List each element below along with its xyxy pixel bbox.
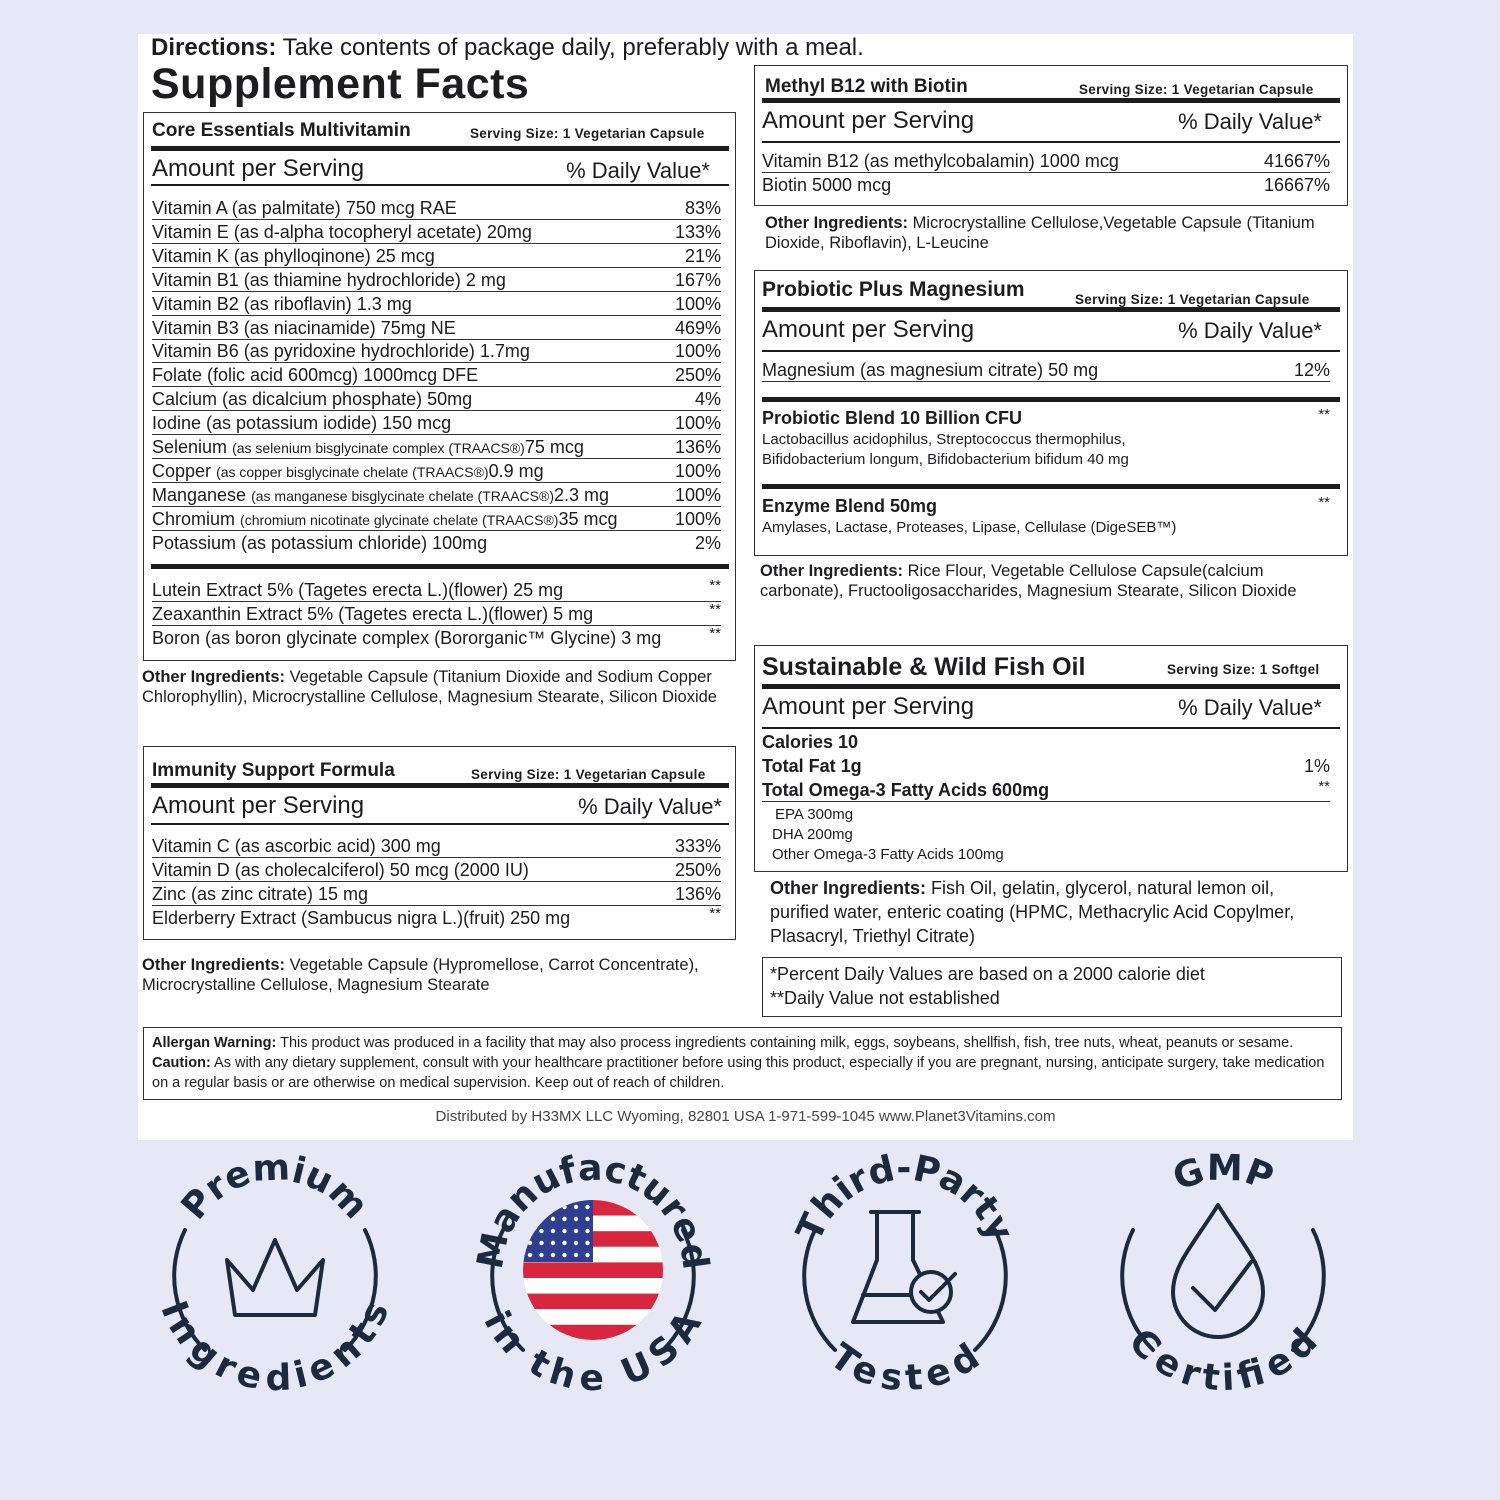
b12-dv-header: % Daily Value* bbox=[1178, 109, 1322, 134]
nutrient-name: Selenium bbox=[152, 437, 228, 457]
fish-omega-dv: ** bbox=[1318, 778, 1330, 795]
probiotic-header-rule bbox=[762, 350, 1340, 352]
footnote-line2: **Daily Value not established bbox=[770, 988, 1000, 1008]
drop-check bbox=[1193, 1262, 1251, 1310]
fish-fat: Total Fat 1g bbox=[762, 756, 862, 776]
flag-star bbox=[574, 1217, 578, 1221]
flag-star bbox=[562, 1229, 566, 1233]
core-header-rule bbox=[151, 184, 729, 186]
table-row-label: Potassium (as potassium chloride) 100mg bbox=[152, 532, 488, 553]
nutrient-name: Chromium bbox=[152, 508, 236, 529]
fish-rule bbox=[762, 684, 1340, 689]
immunity-amount-header: Amount per Serving bbox=[152, 792, 365, 819]
flag-star bbox=[585, 1241, 589, 1245]
table-row-dv: 100% bbox=[674, 341, 721, 362]
badge-top-textpath: GMP bbox=[1167, 1147, 1279, 1199]
table-row-dv: 16667% bbox=[1263, 175, 1330, 195]
probiotic-title: Probiotic Plus Magnesium bbox=[762, 278, 1025, 301]
core-rule bbox=[151, 146, 729, 151]
fish-dha: DHA 200mg bbox=[772, 826, 853, 843]
probiotic-blend-line1: Lactobacillus acidophilus, Streptococcus thermophilus, bbox=[762, 431, 1126, 448]
flag-star bbox=[551, 1253, 555, 1257]
table-row-dv: 100% bbox=[674, 484, 721, 505]
nutrient-detail: (as selenium bisglycinate complex (TRAACS®) bbox=[232, 440, 525, 456]
fish-epa: EPA 300mg bbox=[775, 806, 854, 823]
enzyme-line: Amylases, Lactase, Proteases, Lipase, Cellulase (DigeSEB™) bbox=[762, 519, 1177, 536]
fish-dv-header: % Daily Value* bbox=[1178, 695, 1322, 720]
nutrient-amount: 0.9 mg bbox=[488, 460, 544, 481]
table-row-label bbox=[152, 509, 721, 531]
probiotic-blend-rule bbox=[762, 397, 1340, 402]
fish-serving: Serving Size: 1 Softgel bbox=[1167, 662, 1320, 677]
core-other-ingredients: Other Ingredients: Vegetable Capsule (Titanium Dioxide and Sodium Copper Chlorophyllin), Microcrystalline Cellulose, Magnesium Stearate, Silicon Dioxide bbox=[142, 668, 717, 706]
enzyme-title: Enzyme Blend 50mg bbox=[762, 496, 938, 516]
table-row-dv: 250% bbox=[674, 365, 721, 386]
flag-star bbox=[585, 1217, 589, 1221]
probiotic-amount-header: Amount per Serving bbox=[762, 316, 975, 343]
fish-fat-dv: 1% bbox=[1303, 756, 1330, 776]
table-row-label: Vitamin B3 (as niacinamide) 75mg NE bbox=[152, 318, 721, 340]
core-extra-rule bbox=[151, 564, 729, 569]
immunity-other-ingredients: Other Ingredients: Vegetable Capsule (Hypromellose, Carrot Concentrate), Microcrystalline Cellulose, Magnesium Stearate bbox=[142, 956, 699, 994]
magnesium-dv: 12% bbox=[1293, 360, 1330, 380]
table-row-dv: 21% bbox=[684, 245, 721, 266]
table-row-label: Elderberry Extract (Sambucus nigra L.)(fruit) 250 mg bbox=[152, 908, 571, 928]
flag-star bbox=[574, 1241, 578, 1245]
table-row-dv: 83% bbox=[684, 198, 721, 218]
table-row-dv: 136% bbox=[674, 437, 721, 457]
distributor-line: Distributed by H33MX LLC Wyoming, 82801 USA 1-971-599-1045 www.Planet3Vitamins.com bbox=[435, 1108, 1056, 1125]
table-row-dv: 100% bbox=[674, 293, 721, 314]
probiotic-dv-header: % Daily Value* bbox=[1178, 318, 1322, 343]
nutrient-detail: (as copper bisglycinate chelate (TRAACS®) bbox=[216, 463, 489, 480]
table-row-label: Iodine (as potassium iodide) 150 mcg bbox=[152, 413, 721, 435]
flag-star bbox=[528, 1241, 532, 1245]
badge-bottom-text bbox=[1121, 1321, 1326, 1399]
probiotic-blend-dv: ** bbox=[1318, 406, 1330, 423]
table-row-label bbox=[152, 485, 721, 507]
fish-title: Sustainable & Wild Fish Oil bbox=[762, 653, 1086, 681]
immunity-title: Immunity Support Formula bbox=[152, 760, 395, 781]
badge bbox=[789, 1148, 1021, 1399]
flag-star bbox=[551, 1241, 555, 1245]
core-amount-header: Amount per Serving bbox=[152, 155, 365, 182]
probiotic-serving: Serving Size: 1 Vegetarian Capsule bbox=[1075, 292, 1310, 307]
badges bbox=[0, 1140, 1500, 1500]
table-row-dv: 136% bbox=[674, 884, 721, 904]
footnote-line1: *Percent Daily Values are based on a 2000 calorie diet bbox=[770, 964, 1205, 984]
fish-omega: Total Omega-3 Fatty Acids 600mg bbox=[762, 780, 1330, 802]
table-row-dv: 469% bbox=[674, 317, 721, 338]
fish-other-omega: Other Omega-3 Fatty Acids 100mg bbox=[772, 846, 1004, 863]
nutrient-detail: (chromium nicotinate glycinate chelate (TRAACS®) bbox=[240, 511, 559, 528]
page-title: Supplement Facts bbox=[151, 60, 530, 108]
core-serving: Serving Size: 1 Vegetarian Capsule bbox=[470, 126, 705, 141]
flag-stripe bbox=[523, 1262, 663, 1278]
badge-top-text bbox=[789, 1148, 1021, 1247]
warning-text: Allergan Warning: This product was produced in a facility that may also process ingredients containing milk, eggs, soybeans, shellfish, fish, tree nuts, wheat, peanuts or sesame. Caution: As with any dietary supplement, consult with your healthcare practitioner before using this product, especially if you are pregnant, nursing, anticipate surgery, take medication on a regular basis or are otherwise on medical supervision. Keep out of reach of children. bbox=[152, 1035, 1325, 1091]
table-row-dv: ** bbox=[709, 601, 721, 618]
flag-star bbox=[574, 1229, 578, 1233]
badge-top-text bbox=[174, 1147, 376, 1227]
flag-star bbox=[539, 1253, 543, 1257]
flask-check-icon bbox=[853, 1212, 955, 1322]
flag-star bbox=[562, 1217, 566, 1221]
table-row-label: Vitamin B12 (as methylcobalamin) 1000 mcg bbox=[762, 151, 1330, 173]
table-row-label: Vitamin B1 (as thiamine hydrochloride) 2 mg bbox=[152, 270, 721, 292]
b12-serving: Serving Size: 1 Vegetarian Capsule bbox=[1079, 82, 1314, 97]
badge-bottom-textpath: Tested bbox=[822, 1336, 987, 1400]
flag-star bbox=[551, 1229, 555, 1233]
flag-star bbox=[539, 1241, 543, 1245]
directions: Directions: Take contents of package daily, preferably with a meal. bbox=[151, 34, 864, 61]
core-dv-header: % Daily Value* bbox=[566, 158, 710, 183]
flag-stripe bbox=[523, 1309, 663, 1325]
immunity-serving: Serving Size: 1 Vegetarian Capsule bbox=[471, 767, 706, 782]
immunity-header-rule bbox=[151, 823, 729, 825]
table-row-dv: 41667% bbox=[1263, 151, 1330, 171]
crown-icon bbox=[227, 1240, 323, 1315]
table-row-dv: 100% bbox=[674, 413, 721, 434]
table-row-dv: ** bbox=[709, 625, 721, 642]
badge-bottom-textpath: Ingredients bbox=[152, 1295, 398, 1400]
badge bbox=[152, 1147, 397, 1399]
fish-header-rule bbox=[762, 727, 1340, 729]
nutrient-name: Copper bbox=[152, 460, 212, 481]
table-row-label: Vitamin B2 (as riboflavin) 1.3 mg bbox=[152, 294, 721, 316]
nutrient-detail: (as manganese bisglycinate chelate (TRAACS®) bbox=[251, 487, 554, 504]
flag-star bbox=[539, 1217, 543, 1221]
badge-top-textpath: Premium bbox=[173, 1147, 376, 1228]
core-title: Core Essentials Multivitamin bbox=[152, 120, 411, 141]
flag-star bbox=[562, 1205, 566, 1209]
magnesium-row: Magnesium (as magnesium citrate) 50 mg bbox=[762, 360, 1330, 382]
flag-star bbox=[551, 1217, 555, 1221]
table-row-label: Vitamin E (as d-alpha tocopheryl acetate) 20mg bbox=[152, 222, 721, 244]
table-row-label: Calcium (as dicalcium phosphate) 50mg bbox=[152, 389, 721, 411]
table-row-dv: 167% bbox=[674, 269, 721, 290]
flag-star bbox=[585, 1205, 589, 1209]
nutrient-amount: 35 mcg bbox=[558, 508, 618, 529]
table-row-label: Vitamin D (as cholecalciferol) 50 mcg (2000 IU) bbox=[152, 860, 721, 882]
table-row-label: Vitamin C (as ascorbic acid) 300 mg bbox=[152, 836, 721, 858]
flag-star bbox=[551, 1205, 555, 1209]
badge bbox=[1121, 1148, 1326, 1399]
b12-header-rule bbox=[762, 141, 1340, 143]
table-row-label: Vitamin A (as palmitate) 750 mcg RAE bbox=[152, 198, 721, 220]
table-row-dv: 4% bbox=[694, 389, 721, 410]
flag-body bbox=[523, 1200, 663, 1340]
table-row-label: Lutein Extract 5% (Tagetes erecta L.)(flower) 25 mg bbox=[152, 580, 721, 602]
table-row-dv: 133% bbox=[674, 221, 721, 242]
flag-star bbox=[585, 1253, 589, 1257]
immunity-dv-header: % Daily Value* bbox=[578, 794, 722, 819]
table-row-dv: ** bbox=[709, 905, 721, 922]
probiotic-other-ingredients: Other Ingredients: Rice Flour, Vegetable Cellulose Capsule(calcium carbonate), Fructooligosaccharides, Magnesium Stearate, Silicon Dioxide bbox=[760, 562, 1297, 600]
table-row-label: Vitamin B6 (as pyridoxine hydrochloride) 1.7mg bbox=[152, 341, 721, 363]
table-row-label: Folate (folic acid 600mcg) 1000mcg DFE bbox=[152, 365, 721, 387]
table-row-label: Biotin 5000 mcg bbox=[762, 175, 892, 195]
flag-star bbox=[574, 1205, 578, 1209]
drop-outline bbox=[1173, 1205, 1263, 1337]
flag-star bbox=[562, 1241, 566, 1245]
flag-star bbox=[585, 1229, 589, 1233]
nutrient-name: Manganese bbox=[152, 484, 247, 505]
table-row-label: Zeaxanthin Extract 5% (Tagetes erecta L.)(flower) 5 mg bbox=[152, 604, 721, 626]
flag-stripe bbox=[523, 1294, 663, 1310]
badge-top-path bbox=[1133, 1180, 1313, 1270]
table-row-label bbox=[152, 461, 721, 483]
badge-top-text bbox=[1168, 1148, 1279, 1199]
probiotic-blend-title: Probiotic Blend 10 Billion CFU bbox=[762, 408, 1023, 428]
badge-ring-right bbox=[975, 1230, 1006, 1350]
table-row-dv: 250% bbox=[674, 860, 721, 880]
table-row-dv: 2% bbox=[694, 532, 721, 553]
table-row-label: Zinc (as zinc citrate) 15 mg bbox=[152, 884, 721, 906]
b12-title: Methyl B12 with Biotin bbox=[765, 76, 968, 97]
enzyme-dv: ** bbox=[1318, 494, 1330, 511]
b12-other-ingredients: Other Ingredients: Microcrystalline Cellulose,Vegetable Capsule (Titanium Dioxide, Riboflavin), L-Leucine bbox=[765, 214, 1315, 252]
probiotic-blend-line2: Bifidobacterium longum, Bifidobacterium bifidum 40 mg bbox=[762, 451, 1129, 468]
table-row-label: Boron (as boron glycinate complex (Bororganic™ Glycine) 3 mg bbox=[152, 628, 662, 648]
table-row-dv: ** bbox=[709, 577, 721, 594]
flag-star bbox=[539, 1229, 543, 1233]
badge-ring-left bbox=[804, 1230, 835, 1350]
usa-flag-icon bbox=[523, 1200, 663, 1340]
flag-star bbox=[562, 1253, 566, 1257]
table-row-label: Vitamin K (as phylloqinone) 25 mcg bbox=[152, 246, 721, 268]
flag-stripe bbox=[523, 1325, 663, 1341]
table-row-dv: 333% bbox=[674, 836, 721, 856]
table-row-dv: 100% bbox=[674, 508, 721, 529]
flag-star bbox=[528, 1253, 532, 1257]
b12-amount-header: Amount per Serving bbox=[762, 107, 975, 134]
b12-rule bbox=[762, 98, 1340, 103]
table-row-label bbox=[152, 437, 721, 459]
badge-top-textpath: Manufactured bbox=[469, 1147, 716, 1273]
immunity-rule bbox=[151, 783, 729, 788]
probiotic-rule bbox=[762, 307, 1340, 312]
badge-top-textpath: Third-Party bbox=[789, 1147, 1021, 1248]
fish-calories: Calories 10 bbox=[762, 732, 859, 752]
fish-other-ingredients: Other Ingredients: Fish Oil, gelatin, glycerol, natural lemon oil, purified water, enteric coating (HPMC, Methacrylic Acid Copylmer, Plasacryl, Triethyl Citrate) bbox=[770, 878, 1295, 946]
table-row-dv: 100% bbox=[674, 460, 721, 481]
badge-bottom-text bbox=[152, 1296, 397, 1400]
enzyme-rule bbox=[762, 484, 1340, 489]
drop-check-icon bbox=[1173, 1205, 1263, 1337]
badge bbox=[470, 1148, 716, 1399]
nutrient-amount: 2.3 mg bbox=[554, 484, 610, 505]
check-circle bbox=[911, 1272, 951, 1312]
nutrient-amount: 75 mcg bbox=[524, 437, 584, 457]
badge-bottom-text bbox=[822, 1336, 987, 1399]
badge-bottom-textpath: Certified bbox=[1120, 1321, 1326, 1400]
fish-amount-header: Amount per Serving bbox=[762, 693, 975, 720]
badge-bottom-textpath: in the USA bbox=[475, 1304, 710, 1400]
flag-star bbox=[528, 1229, 532, 1233]
flag-stripe bbox=[523, 1278, 663, 1294]
flag-star bbox=[574, 1253, 578, 1257]
